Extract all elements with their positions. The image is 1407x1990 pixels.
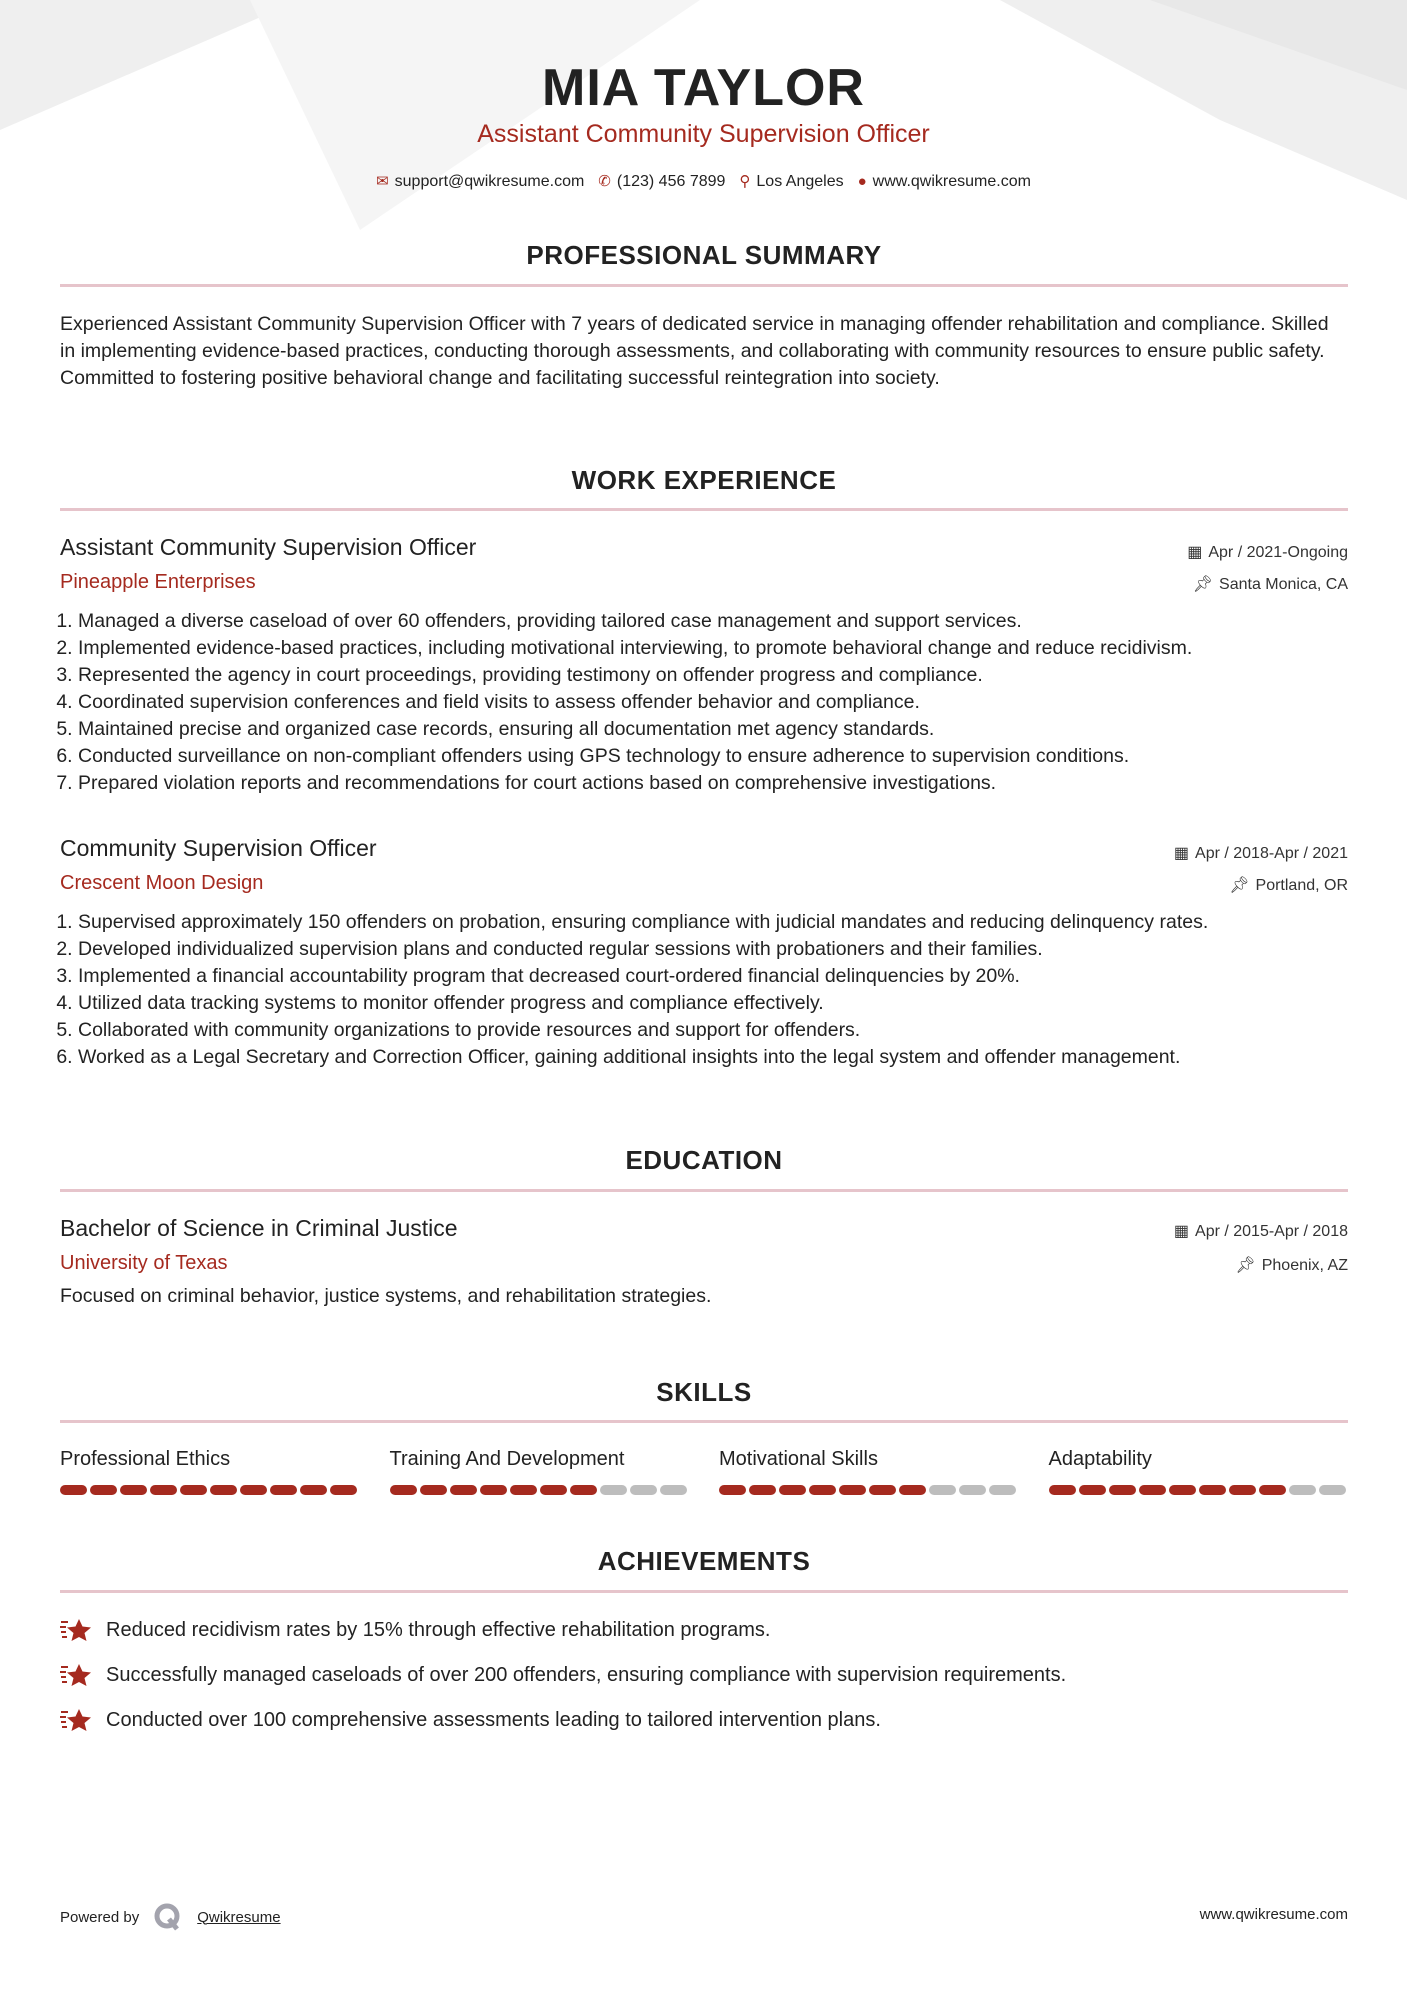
rating-segment-filled [540,1485,567,1495]
contact-bar [0,172,1407,191]
list-item: 6. Conducted surveillance on non-compliant offenders using GPS technology to ensure adherence to supervision conditions. [78,743,1348,770]
job-location: 📌︎ Portland, OR [1229,877,1348,894]
skill-item [719,1448,1019,1495]
envelope-icon: ✉ [376,173,389,190]
list-item: 5. Collaborated with community organizations to provide resources and support for offenders. [78,1017,1348,1044]
rating-segment-filled [60,1485,87,1495]
list-item: 3. Implemented a financial accountability program that decreased court-ordered financial delinquencies by 20%. [78,963,1348,990]
job-location: 📌︎ Santa Monica, CA [1192,576,1348,593]
skill-name: Adaptability [1048,1448,1152,1470]
rating-segment-empty [660,1485,687,1495]
skills-heading: SKILLS [656,1377,752,1407]
job-title: Assistant Community Supervision Officer [60,534,477,560]
star-icon [60,1617,92,1643]
achievements-heading: ACHIEVEMENTS [597,1546,811,1576]
summary-text: Experienced Assistant Community Supervision Officer with 7 years of dedicated service in managing offender rehabilitation and compliance. Skilled in implementing evidence-based practices, conducting thorough assessments, and collaborating with community resources to ensure public safety. Committed to fostering positive behavioral change and facilitating successful reintegration into society. [60,313,1329,389]
company-name: Pineapple Enterprises [60,571,256,593]
rating-segment-filled [120,1485,147,1495]
skill-rating-bar [719,1485,1019,1495]
degree: Bachelor of Science in Criminal Justice [60,1215,458,1241]
rating-segment-filled [719,1485,746,1495]
summary-heading: PROFESSIONAL SUMMARY [526,240,882,270]
globe-icon: ● [857,172,867,190]
job-date: ▦ Apr / 2021-Ongoing [1187,544,1348,561]
rating-segment-empty [989,1485,1016,1495]
list-item: 2. Implemented evidence-based practices, including motivational interviewing, to promote behavioral change and reduce recidivism. [78,635,1348,662]
list-item: 7. Prepared violation reports and recommendations for court actions based on comprehensive investigations. [78,770,1348,797]
calendar-icon: ▦ [1187,544,1203,561]
contact-phone: ✆ (123) 456 7899 [598,173,726,190]
school-name: University of Texas [60,1252,228,1274]
star-icon [60,1662,92,1688]
rating-segment-filled [1169,1485,1196,1495]
education-location: 📌︎ Phoenix, AZ [1235,1257,1348,1274]
qwikresume-link[interactable]: Qwikresume [197,1908,281,1926]
rating-segment-filled [150,1485,177,1495]
list-item: 5. Maintained precise and organized case records, ensuring all documentation met agency standards. [78,716,1348,743]
list-item: 1. Supervised approximately 150 offenders on probation, ensuring compliance with judicial mandates and reducing delinquency rates. [78,909,1348,936]
rating-segment-empty [929,1485,956,1495]
job-entry [60,835,1348,1071]
skill-rating-bar [1049,1485,1349,1495]
rating-segment-empty [1289,1485,1316,1495]
rating-segment-filled [480,1485,507,1495]
calendar-icon: ▦ [1173,845,1190,862]
list-item: 4. Coordinated supervision conferences and field visits to assess offender behavior and compliance. [78,689,1348,716]
company-name: Crescent Moon Design [60,872,264,894]
candidate-title: Assistant Community Supervision Officer [477,120,930,148]
list-item: 4. Utilized data tracking systems to monitor offender progress and compliance effectively. [78,990,1348,1017]
rating-segment-filled [1109,1485,1136,1495]
divider [60,508,1348,511]
rating-segment-empty [630,1485,657,1495]
rating-segment-filled [1079,1485,1106,1495]
job-bullets [60,608,1348,797]
rating-segment-filled [330,1485,357,1495]
skill-item [60,1448,360,1495]
skill-name: Motivational Skills [719,1448,878,1470]
skill-item [390,1448,690,1495]
pin-icon: 📌︎ [1192,576,1214,593]
rating-segment-filled [749,1485,776,1495]
candidate-name: MIA TAYLOR [542,59,865,117]
job-title: Community Supervision Officer [60,835,377,861]
footer-website[interactable]: www.qwikresume.com [1199,1906,1348,1923]
contact-website[interactable]: ● www.qwikresume.com [857,172,1031,190]
qwikresume-logo-icon [153,1902,183,1932]
education-description: Focused on criminal behavior, justice systems, and rehabilitation strategies. [60,1285,712,1307]
skill-name: Training And Development [389,1448,625,1470]
footer-powered: Powered by Qwikresume [60,1902,281,1932]
rating-segment-filled [1049,1485,1076,1495]
rating-segment-filled [180,1485,207,1495]
rating-segment-empty [1319,1485,1346,1495]
rating-segment-filled [809,1485,836,1495]
divider [60,1189,1348,1192]
rating-segment-filled [1139,1485,1166,1495]
achievement-item: Reduced recidivism rates by 15% through effective rehabilitation programs. [60,1617,770,1643]
skill-name: Professional Ethics [60,1448,231,1470]
achievement-item: Conducted over 100 comprehensive assessments leading to tailored intervention plans. [60,1707,881,1733]
job-date: ▦ Apr / 2018-Apr / 2021 [1173,845,1348,862]
skill-item [1049,1448,1349,1495]
list-item: 2. Developed individualized supervision plans and conducted regular sessions with probationers and their families. [78,936,1348,963]
rating-segment-filled [300,1485,327,1495]
experience-heading: WORK EXPERIENCE [571,465,837,495]
education-entry [60,1215,1348,1310]
rating-segment-filled [510,1485,537,1495]
rating-segment-filled [869,1485,896,1495]
pin-icon: 📌︎ [1235,1257,1256,1274]
rating-segment-filled [899,1485,926,1495]
rating-segment-filled [839,1485,866,1495]
rating-segment-empty [600,1485,627,1495]
rating-segment-filled [1229,1485,1256,1495]
job-entry [60,534,1348,797]
rating-segment-filled [450,1485,477,1495]
education-date: ▦ Apr / 2015-Apr / 2018 [1173,1223,1348,1240]
rating-segment-filled [90,1485,117,1495]
list-item: 3. Represented the agency in court proceedings, providing testimony on offender progress and compliance. [78,662,1348,689]
rating-segment-filled [1199,1485,1226,1495]
rating-segment-filled [1259,1485,1286,1495]
star-icon [60,1707,92,1733]
skill-rating-bar [60,1485,360,1495]
rating-segment-filled [270,1485,297,1495]
divider [60,284,1348,287]
rating-segment-filled [210,1485,237,1495]
achievement-item: Successfully managed caseloads of over 200 offenders, ensuring compliance with supervision requirements. [60,1662,1066,1688]
pin-icon: 📌︎ [1229,877,1250,894]
divider [60,1590,1348,1593]
map-marker-icon: ⚲ [739,173,751,190]
list-item: 6. Worked as a Legal Secretary and Correction Officer, gaining additional insights into the legal system and offender management. [78,1044,1348,1071]
rating-segment-filled [779,1485,806,1495]
education-heading: EDUCATION [625,1145,783,1175]
list-item: 1. Managed a diverse caseload of over 60 offenders, providing tailored case management and support services. [78,608,1348,635]
calendar-icon: ▦ [1173,1223,1190,1240]
rating-segment-filled [390,1485,417,1495]
rating-segment-filled [420,1485,447,1495]
contact-email[interactable]: ✉ support@qwikresume.com [376,173,585,190]
contact-location: ⚲ Los Angeles [739,173,844,190]
rating-segment-filled [240,1485,267,1495]
job-bullets [60,909,1348,1071]
divider [60,1420,1348,1423]
rating-segment-empty [959,1485,986,1495]
skill-rating-bar [390,1485,690,1495]
rating-segment-filled [570,1485,597,1495]
phone-icon: ✆ [598,173,611,190]
